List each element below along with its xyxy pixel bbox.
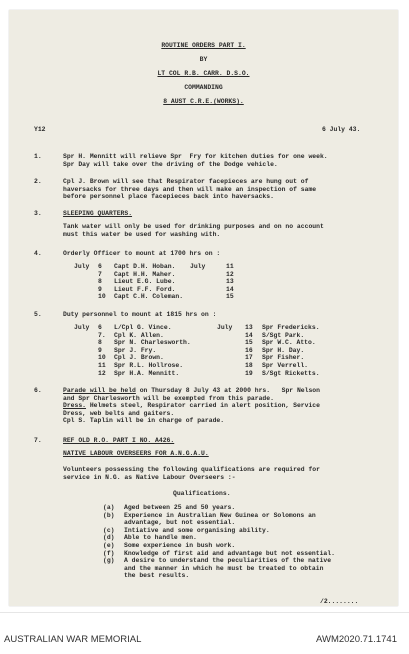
qualification-text: Aged between 25 and 50 years. — [124, 504, 236, 511]
commanding-line: COMMANDING — [184, 84, 223, 91]
item-6-line-2: and Spr Charlesworth will be exempted from this parade. — [63, 394, 274, 402]
roster-day: 6 — [98, 263, 102, 270]
item-6-line-5: Cpl S. Taplin will be in charge of parade. — [63, 417, 225, 425]
roster-day: 12 — [226, 270, 234, 278]
item-7-heading: REF OLD R.O. PART I NO. A426. — [63, 437, 175, 444]
order-number: Y12 — [34, 126, 46, 133]
roster-name: Lieut F.F. Ford. — [114, 285, 176, 293]
roster-name: Capt H.H. Maher. — [114, 270, 176, 278]
qualification-text: Some experience in bush work. — [124, 542, 236, 549]
officer-name: LT COL R.B. CARR. D.S.O. — [157, 70, 250, 77]
footer-bar — [0, 612, 409, 654]
roster-day: 12 — [98, 369, 106, 377]
parade-text: on Thursday 8 July 43 at 2000 hrs. Spr Nelson — [135, 387, 320, 394]
qualifications-heading: Qualifications. — [173, 490, 231, 497]
qualification-key: (d) — [103, 534, 115, 542]
qualification-text: Intiative and some organising ability. — [124, 526, 270, 534]
roster-day: 7 — [98, 270, 102, 278]
item-3-heading: SLEEPING QUARTERS. — [63, 210, 133, 217]
roster-month: July — [74, 324, 90, 331]
footer-source: AUSTRALIAN WAR MEMORIAL — [4, 634, 142, 645]
qualification-key: (b) — [103, 511, 115, 519]
roster-day: 19 — [245, 369, 253, 377]
roster-day: 15 — [245, 339, 253, 347]
qualification-text: Able to handle men. — [124, 534, 197, 542]
roster-name: Cpl J. Brown. — [114, 354, 164, 362]
qualification-key: (f) — [103, 549, 115, 557]
roster-name: Capt C.H. Coleman. — [114, 293, 184, 301]
qualification-key: (c) — [103, 526, 115, 534]
qualification-key: (e) — [103, 542, 115, 549]
item-number: 5. — [34, 311, 42, 318]
item-1-text: Spr H. Mennitt will relieve Spr Fry for kitchen duties for one week. Spr Day will take over the driving of the Dodge vehicle. — [63, 153, 328, 168]
document-title: ROUTINE ORDERS PART I. — [161, 42, 246, 49]
roster-day: 6 — [98, 324, 102, 331]
dress-text: Helmets steel, Respirator carried in alert position, Service — [86, 402, 320, 410]
roster-name: S/Sgt Park. — [262, 331, 305, 339]
roster-day: 18 — [245, 362, 253, 369]
item-number: 1. — [34, 153, 42, 160]
roster-day: 13 — [245, 324, 253, 331]
roster-day: 9 — [98, 285, 102, 293]
roster-name: Spr J. Fry. — [114, 346, 157, 354]
item-number: 2. — [34, 178, 42, 185]
roster-day: 11 — [226, 263, 234, 270]
item-7-subheading: NATIVE LABOUR OVERSEERS FOR A.N.G.A.U. — [63, 450, 209, 457]
roster-name: Spr W.C. Atto. — [262, 339, 316, 347]
parade-lead: Parade will be held — [63, 387, 136, 394]
roster-day: 10 — [98, 354, 106, 362]
roster-month: July — [217, 324, 233, 331]
item-5-heading: Duty personnel to mount at 1815 hrs on : — [63, 311, 217, 318]
item-4-heading: Orderly Officer to mount at 1700 hrs on : — [63, 250, 221, 257]
roster-name: Spr R.L. Hollrose. — [114, 362, 184, 369]
qualification-text: A desire to understand the peculiarities of the native and the manner in which he must be treated to obtain the best results. — [124, 557, 332, 580]
item-7-text: Volunteers possessing the following qualifications are required for service in N.G. as Native Labour Overseers :- — [63, 466, 320, 481]
roster-day: 17 — [245, 354, 253, 362]
roster-day: 14 — [245, 331, 253, 339]
item-6-line-4: Dress, web belts and gaiters. — [63, 409, 175, 417]
roster-month: July — [74, 263, 90, 270]
roster-day: 11 — [98, 362, 106, 369]
item-6-line-1 — [63, 387, 320, 395]
roster-month: July — [190, 263, 206, 270]
item-2-text: Cpl J. Brown will see that Respirator facepieces are hung out of haversacks for three days and then will make an inspection of same before personnel place facepieces back into haversacks. — [63, 178, 317, 201]
roster-day: 9 — [98, 346, 102, 354]
roster-name: Spr Verrell. — [262, 362, 309, 369]
roster-name: Spr Fisher. — [262, 354, 305, 362]
qualification-text: Experience in Australian New Guinea or Solomons an advantage, but not essential. — [124, 511, 316, 527]
roster-day: 8 — [98, 339, 102, 347]
footer-accession: AWM2020.71.1741 — [316, 634, 397, 645]
item-number: 6. — [34, 387, 42, 394]
dress-label: Dress. — [63, 402, 87, 410]
roster-name: S/Sgt Ricketts. — [262, 369, 320, 377]
roster-name: Lieut E.G. Lube. — [114, 278, 176, 286]
roster-name: Capt D.H. Hoban. — [114, 263, 176, 270]
qualification-key: (g) — [103, 557, 115, 565]
item-number: 3. — [34, 210, 42, 217]
roster-day: 8 — [98, 278, 102, 286]
roster-name: Spr H. Day. — [262, 346, 305, 354]
item-6-line-3 — [63, 402, 320, 410]
qualification-text: Knowledge of first aid and advantage but not essential. — [124, 549, 335, 557]
roster-day: 14 — [226, 285, 234, 293]
unit-name: 8 AUST C.R.E.(WORKS). — [163, 98, 244, 105]
roster-name: Cpl K. Allen. — [114, 331, 164, 339]
roster-day: 10 — [98, 293, 106, 301]
roster-name: Spr N. Charlesworth. — [114, 339, 191, 347]
roster-day: 13 — [226, 278, 234, 286]
by-line: BY — [199, 56, 208, 63]
order-date: 6 July 43. — [322, 126, 361, 133]
item-3-text: Tank water will only be used for drinking purposes and on no account must this water be used for washing with. — [63, 223, 324, 238]
roster-name: Spr H.A. Mennitt. — [114, 369, 180, 377]
item-number: 4. — [34, 250, 42, 257]
roster-day: 16 — [245, 346, 253, 354]
continued-marker: /2........ — [320, 598, 359, 605]
roster-name: Spr Fredericks. — [262, 324, 320, 331]
roster-day: 15 — [226, 293, 234, 301]
qualification-key: (a) — [103, 504, 115, 511]
item-number: 7. — [34, 437, 42, 444]
roster-day: 7. — [98, 331, 106, 339]
roster-name: L/Cpl G. Vince. — [114, 324, 172, 331]
